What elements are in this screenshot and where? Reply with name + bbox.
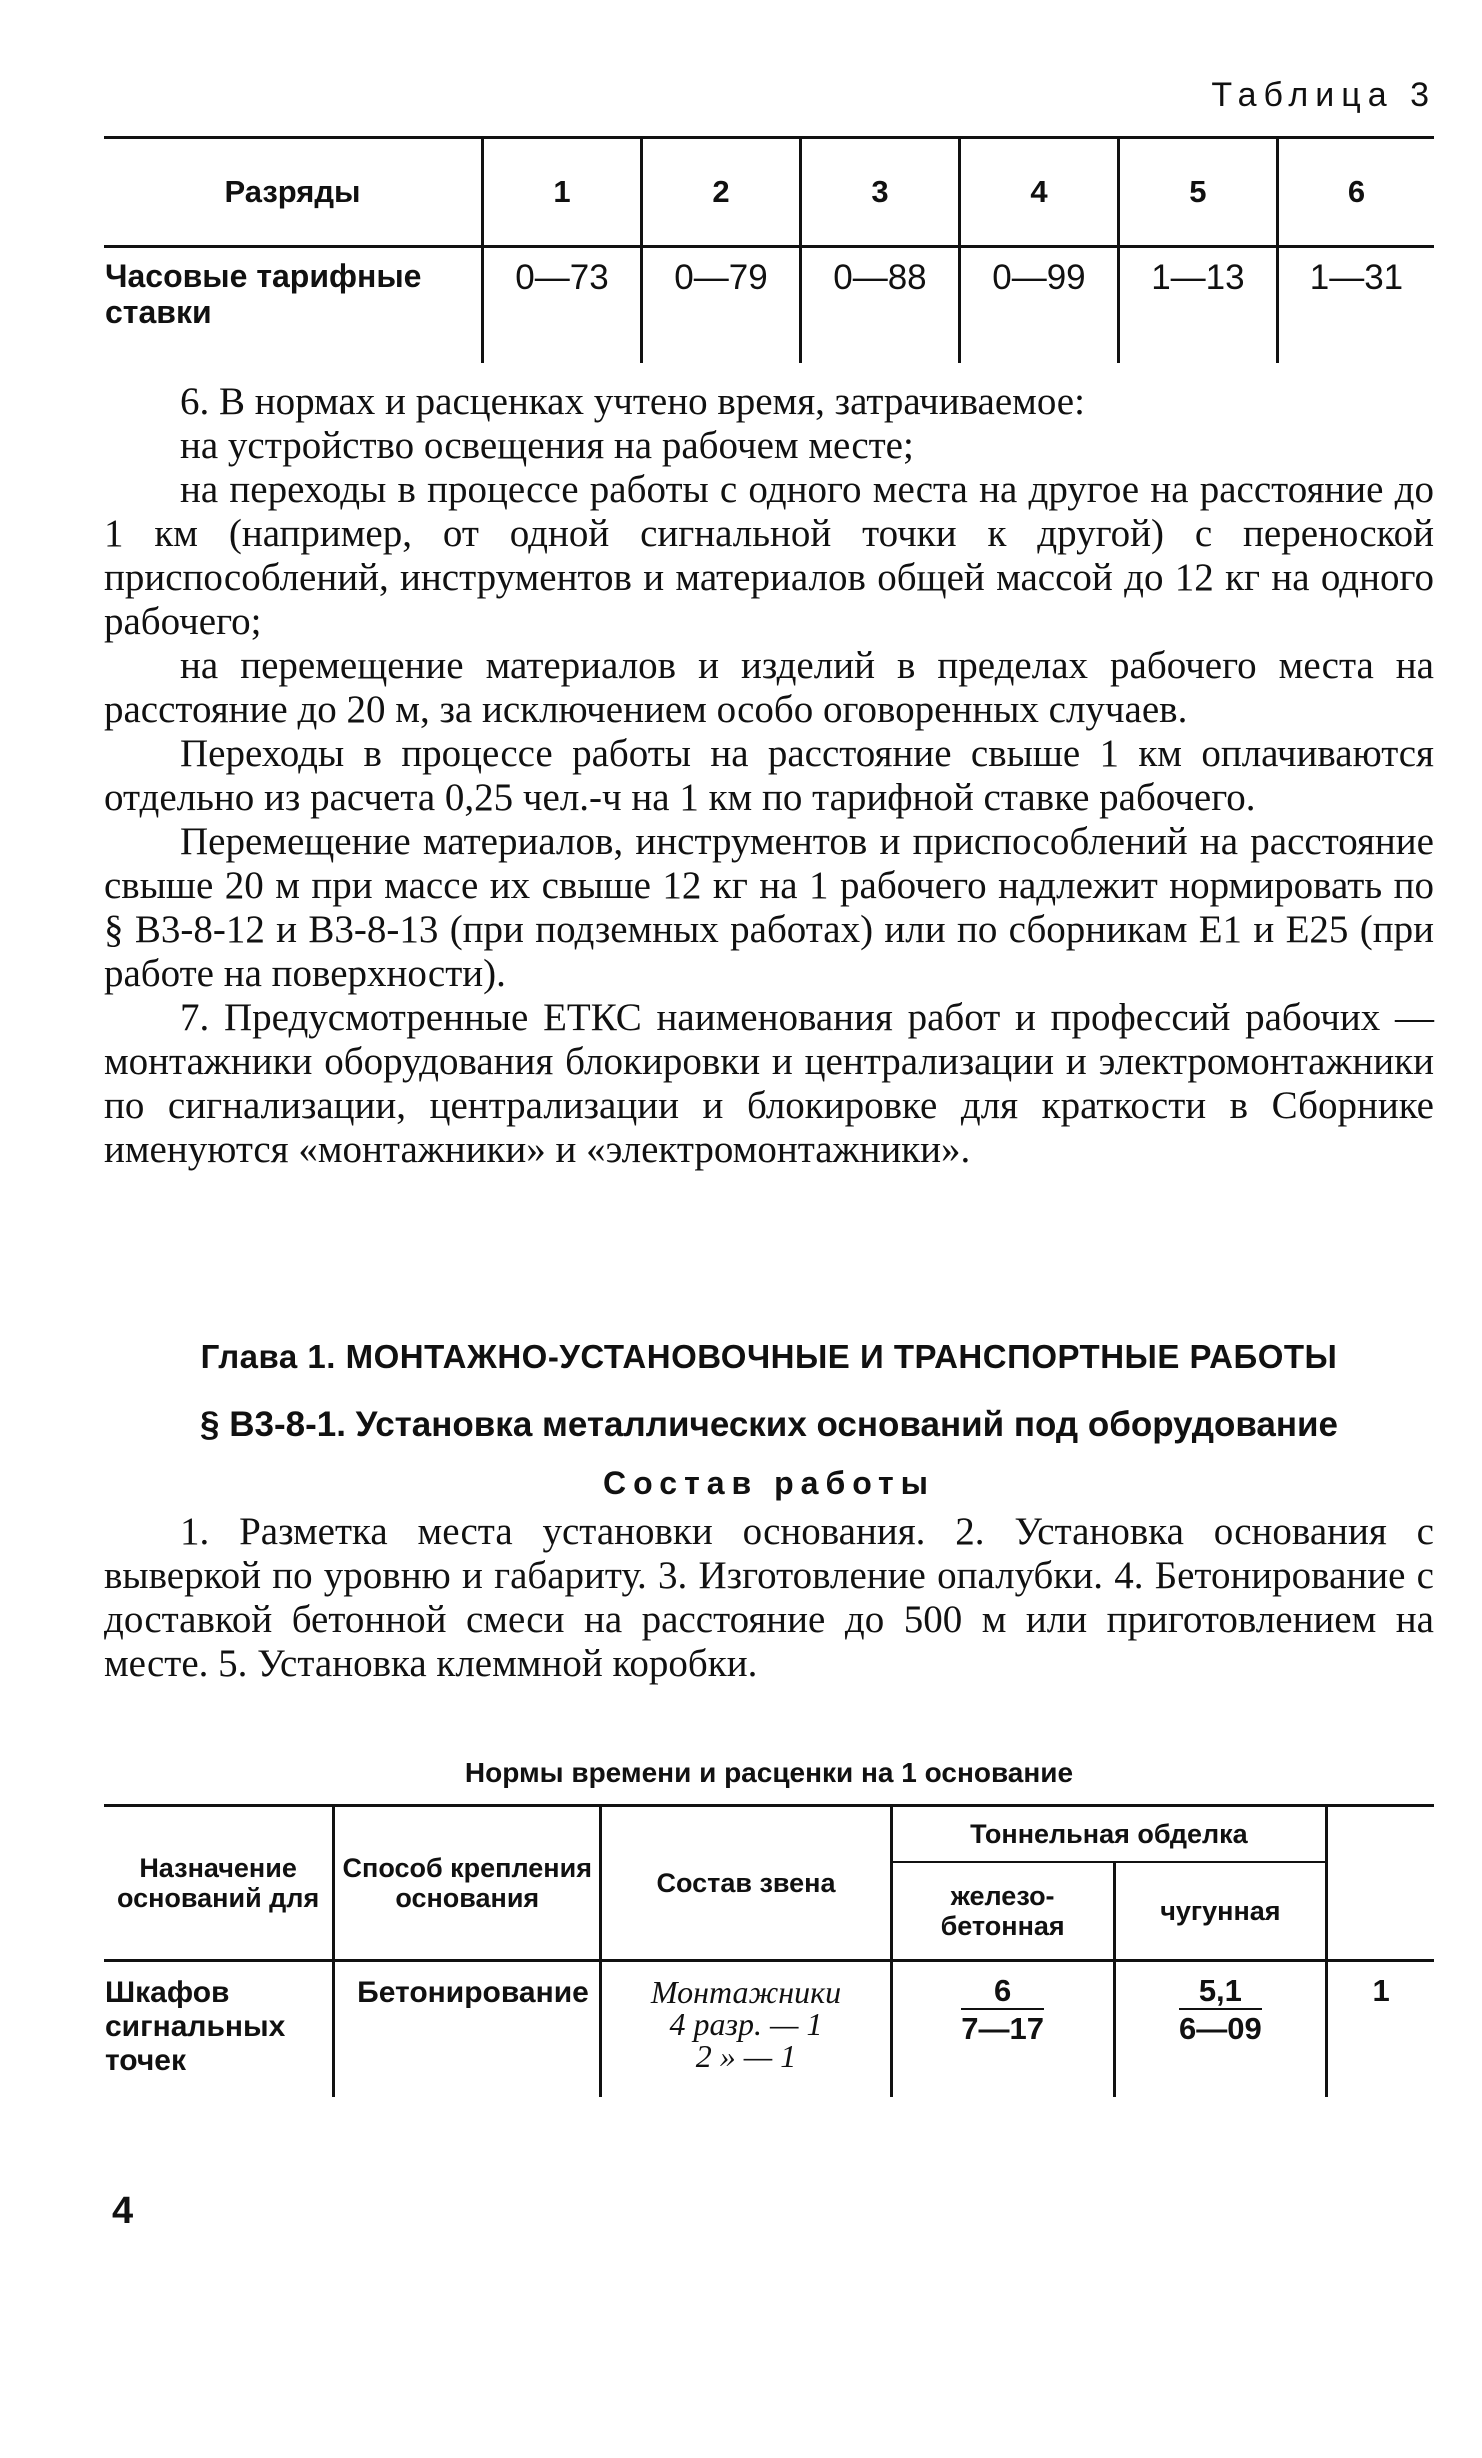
header-cell: 5 [1118,138,1277,247]
body-text [104,380,1434,1172]
row-label-cell: Часовые тарифные ставки [105,258,422,330]
composition-block [104,1510,1434,1686]
header-cell: 3 [800,138,959,247]
paragraph: на устройство освещения на рабочем месте; [180,424,914,467]
crew-title: Монтажники [650,1974,842,2010]
paragraph: Перемещение материалов, инструментов и приспособлений на расстояние свыше 20 м при массе их свыше 12 кг на 1 рабочего надлежит нормировать по § В3-8-12 и В3-8-13 (при подземных работах) или по сборникам Е1 и Е25 (при работе на поверхности). [104,820,1434,995]
norm-fraction [1179,1973,1262,2046]
header-crew: Состав звена [601,1806,891,1961]
row-cell: 1—13 [1118,247,1277,364]
norms-header-row [104,1806,1434,1863]
cell-purpose: Шкафов сигнальных точек [105,1976,286,2077]
row-cell: 0—99 [959,247,1118,364]
section-heading: § В3-8-1. Установка металлических оснований под оборудование [200,1405,1338,1444]
row-cell: 0—79 [641,247,800,364]
header-cell: 1 [483,138,642,247]
header-cell: 2 [641,138,800,247]
row-cell: 1—31 [1277,247,1434,364]
tariff-table-header [104,138,1434,247]
cell-concrete [891,1961,1114,2098]
header-method: Способ крепления основания [334,1806,601,1961]
norms-table [104,1804,1434,2097]
row-cell: 0—88 [800,247,959,364]
tariff-table [104,136,1434,363]
crew-line: 2 » — 1 [695,2038,797,2074]
cell-index: 1 [1327,1961,1434,2098]
norm-fraction [961,1973,1044,2046]
header-cast-iron: чугунная [1114,1862,1327,1961]
chapter-heading: Глава 1. МОНТАЖНО-УСТАНОВОЧНЫЕ И ТРАНСПОРТНЫЕ РАБОТЫ [200,1338,1338,1375]
header-tunnel: Тоннельная обделка [891,1806,1326,1863]
paragraph: на переходы в процессе работы с одного места на другое на расстояние до 1 км (например, от одной сигнальной точки к другой) с переноской приспособлений, инструментов и материалов общей массой до 12 кг на одного рабочего; [104,468,1434,643]
norm-time: 6 [961,1976,1044,2010]
norm-rate: 6—09 [1179,2011,1262,2046]
norm-rate: 7—17 [961,2011,1044,2046]
norm-time: 5,1 [1179,1976,1262,2010]
norms-data-row [104,1961,1434,2098]
norms-caption: Нормы времени и расценки на 1 основание [464,1757,1074,1788]
paragraph: 6. В нормах и расценках учтено время, затрачиваемое: [180,380,1085,423]
cell-crew [601,1961,891,2098]
crew-line: 4 разр. — 1 [669,2006,823,2042]
cell-cast-iron [1114,1961,1327,2098]
header-purpose: Назначение оснований для [104,1806,334,1961]
header-cell: Разряды [104,138,483,247]
tariff-table-row [104,247,1434,364]
composition-heading: Состав работы [603,1465,935,1501]
paragraph: Переходы в процессе работы на расстояние свыше 1 км оплачиваются отдельно из расчета 0,25 чел.-ч на 1 км по тарифной ставке рабочего. [104,732,1434,819]
header-concrete: железо-бетонная [891,1862,1114,1961]
composition-text: 1. Разметка места установки основания. 2. Установка основания с выверкой по уровню и габариту. 3. Изготовление опалубки. 4. Бетонирование с доставкой бетонной смеси на расстояние до 500 м или приготовлением на месте. 5. Установка клеммной коробки. [104,1510,1434,1685]
paragraph: на перемещение материалов и изделий в пределах рабочего места на расстояние до 20 м, за исключением особо оговоренных случаев. [104,644,1434,731]
header-index [1327,1806,1434,1961]
header-cell: 6 [1277,138,1434,247]
row-cell: 0—73 [483,247,642,364]
page-number: 4 [112,2190,134,2232]
cell-method: Бетонирование [334,1961,601,2098]
table-label: Таблица 3 [1211,76,1436,114]
header-cell: 4 [959,138,1118,247]
paragraph: 7. Предусмотренные ЕТКС наименования работ и профессий рабочих — монтажники оборудования блокировки и централизации и электромонтажники по сигнализации, централизации и блокировке для краткости в Сборнике именуются «монтажники» и «электромонтажники». [104,996,1434,1171]
